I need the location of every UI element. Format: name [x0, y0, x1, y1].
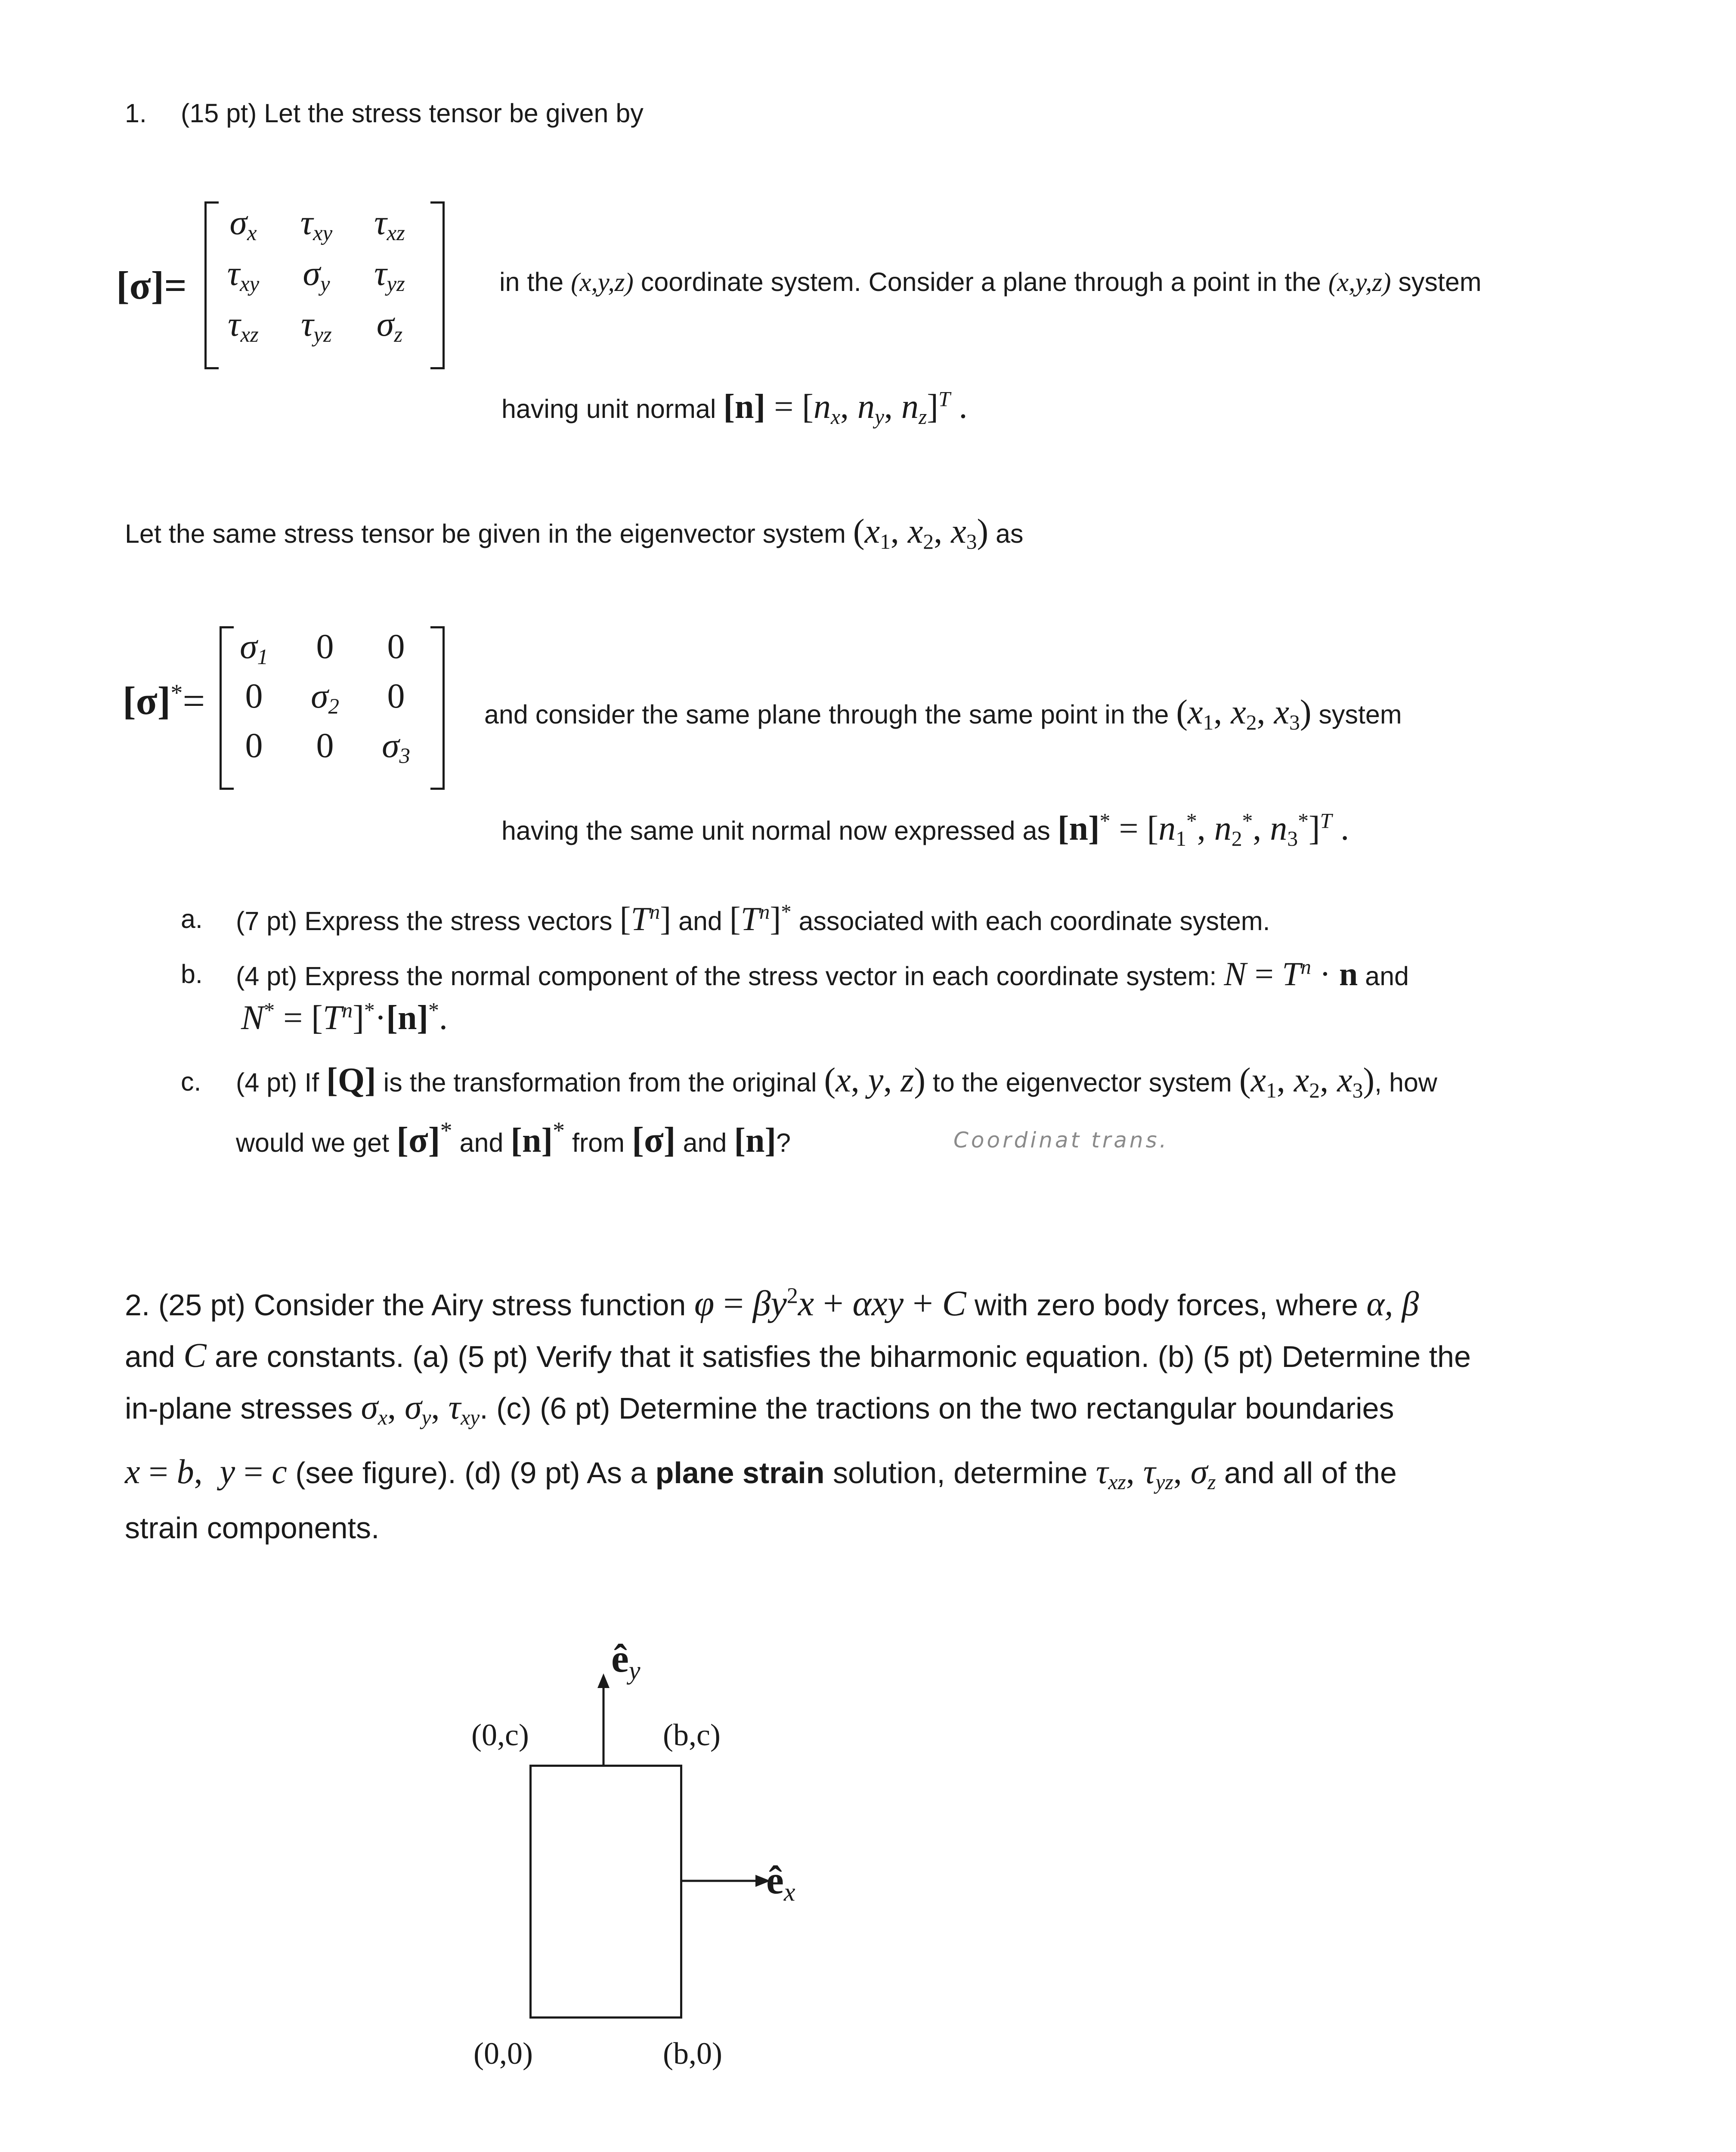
q2-line3: in-plane stresses $\sigma_x$, $\sigma_y$, $\tau_{xy}$. (c) (6 pt) Determine the tractions on the two rectangular boundaries [125, 1388, 1394, 1429]
y-arrow [581, 1666, 633, 1769]
q2-line1-b: with zero body forces, where [966, 1288, 1367, 1322]
matrix2-cell-2-0: 0 [245, 726, 263, 765]
label-bc: (b,c) [663, 1718, 721, 1752]
part-c-text-f: and [452, 1128, 511, 1157]
ey-sub: y [628, 1656, 641, 1685]
let-same-text: Let the same stress tensor be given in the eigenvector system [125, 519, 853, 548]
ex-sub: x [783, 1877, 795, 1906]
n-star-eq: [n] [1057, 810, 1100, 847]
part-a-label: a. [181, 904, 203, 934]
coord-xyz-1: (x,y,z) [571, 268, 634, 297]
matrix2-cell-1-1: $\sigma_2$ [311, 676, 339, 719]
part-c-text-e: would we get [236, 1128, 396, 1157]
coord-text-c: system [1391, 267, 1482, 297]
ey-unit-vector [611, 1636, 641, 1685]
q2-line4: x = b, y = c (see figure). (d) (9 pt) As a plane strain solution, determine $\tau_{xz}$, $\tau_{yz}$, $\sigma_z$ and all of the [125, 1453, 1397, 1494]
part-b-text-a: (4 pt) Express the normal component of the stress vector in each coordinate system: [236, 962, 1224, 991]
part-c-text-h: and [675, 1128, 734, 1157]
part-c-text-i: ? [776, 1128, 791, 1157]
q2-line2-text: are constants. (a) (5 pt) Verify that it satisfies the biharmonic equation. (b) (5 pt) Determine the [206, 1340, 1471, 1373]
consider-same-line [484, 693, 1402, 732]
sigma-star-bracket: [σ] [123, 679, 171, 723]
part-c-text-a: (4 pt) If [236, 1068, 327, 1097]
as-text: as [988, 519, 1024, 548]
q2-line4-a: (see figure). (d) (9 pt) As a [287, 1456, 656, 1490]
q2-plane-strain: plane strain [655, 1456, 825, 1490]
part-a-text-b: and [671, 906, 730, 936]
rectangle-domain [529, 1765, 682, 2019]
q2-line2-and: and [125, 1340, 184, 1373]
matrix2-cell-2-2: $\sigma_3$ [382, 726, 410, 768]
q2-line5: strain components. [125, 1511, 380, 1545]
unit-normal-text: having unit normal [501, 394, 724, 424]
matrix2-cell-2-1: 0 [316, 726, 334, 765]
part-c-text-b: is the transformation from the original [376, 1068, 824, 1097]
same-normal-line: having the same unit normal now expressed as $[n]^* = [n_1^*$, $n_2^*$, $n_3^*]^T$ . [501, 809, 1349, 850]
n-bracket: [n] [723, 388, 766, 426]
coord-system-line [499, 267, 1482, 298]
part-c-line1: (4 pt) If [Q] is the transformation from the original (x, y, z) to the eigenvector system ($x_1$, $x_2$, $x_3$), how [236, 1061, 1437, 1102]
matrix1-cell-0-0: $\sigma_x$ [229, 203, 257, 245]
consider-same-text: and consider the same plane through the same point in the [484, 700, 1176, 729]
q2-line3-a: in-plane stresses [125, 1391, 361, 1425]
part-c-line2: would we get [σ]* and [n]* from [σ] and [n]? [236, 1117, 791, 1160]
same-normal-text: having the same unit normal now expressed as [501, 816, 1058, 845]
unit-normal-line [501, 387, 968, 427]
ey-hat: ê [611, 1636, 629, 1680]
matrix2-cell-1-0: 0 [245, 676, 263, 715]
coord-text-b: coordinate system. Consider a plane through a point in the [633, 267, 1328, 297]
system-word: system [1311, 700, 1402, 729]
part-c-label: c. [181, 1067, 201, 1096]
part-c-text-d: , how [1374, 1068, 1437, 1097]
eig-system-1: ($x_1$, $x_2$, $x_3$) [853, 513, 989, 553]
matrix1-cell-1-0: $\tau_{xy}$ [227, 254, 260, 296]
q1-number: 1. [125, 99, 147, 128]
part-b-label: b. [181, 959, 203, 989]
coord-text-a: in the [499, 267, 571, 297]
q2-line1: 2. (25 pt) Consider the Airy stress function $\varphi = \beta y^2x + \alpha xy + C$ with zero body forces, where α, β [125, 1283, 1419, 1323]
part-b-text-b: and [1358, 962, 1409, 991]
matrix1-right-bracket [430, 201, 445, 369]
part-c-text-g: from [565, 1128, 632, 1157]
handwritten-note: Coordinat trans. [953, 1128, 1169, 1153]
eig-system-2: ($x_1$, $x_2$, $x_3$) [1176, 693, 1312, 734]
q2-line3-b: . (c) (6 pt) Determine the tractions on the two rectangular boundaries [480, 1391, 1394, 1425]
part-a-text-c: associated with each coordinate system. [791, 906, 1270, 936]
sigma-bracket: [σ]= [116, 263, 187, 307]
matrix1-cell-2-1: $\tau_{yz}$ [301, 304, 332, 347]
matrix2-cell-0-0: $\sigma_1$ [240, 627, 268, 669]
matrix1-cell-0-1: $\tau_{xy}$ [300, 203, 333, 245]
matrix2-cell-0-1: 0 [316, 627, 334, 666]
matrix2-cell-0-2: 0 [387, 627, 405, 666]
let-same-line [125, 512, 1024, 551]
matrix1-cell-2-2: $\sigma_z$ [376, 304, 403, 347]
coord-xyz-2: (x,y,z) [1328, 268, 1391, 297]
label-0c: (0,c) [471, 1718, 529, 1752]
label-00: (0,0) [473, 2036, 533, 2071]
matrix1-lhs [116, 263, 187, 308]
label-b0: (b,0) [663, 2036, 722, 2071]
q2-line4-c: and all of the [1216, 1456, 1397, 1490]
matrix2-cell-1-2: 0 [387, 676, 405, 715]
q2-line2: and C are constants. (a) (5 pt) Verify that it satisfies the biharmonic equation. (b) (5 pt) Determine the [125, 1337, 1471, 1375]
ex-hat: ê [766, 1858, 784, 1902]
part-a-text-a: (7 pt) Express the stress vectors [236, 906, 620, 936]
x-arrow [682, 1864, 777, 1898]
q2-line1-a: 2. (25 pt) Consider the Airy stress function [125, 1288, 694, 1322]
q2-line4-b: solution, determine [824, 1456, 1096, 1490]
part-c-text-c: to the eigenvector system [925, 1068, 1239, 1097]
matrix1-cell-1-1: $\sigma_y$ [303, 254, 330, 296]
ex-unit-vector [766, 1857, 795, 1906]
matrix1-cell-2-0: $\tau_{xz}$ [228, 304, 259, 347]
q1-intro: (15 pt) Let the stress tensor be given by [181, 99, 644, 128]
matrix1-cell-1-2: $\tau_{yz}$ [374, 254, 405, 296]
matrix2-lhs: [σ]*= [123, 679, 205, 723]
matrix1-cell-0-2: $\tau_{xz}$ [374, 203, 405, 245]
part-a-text: (7 pt) Express the stress vectors $[T^n]$ and $[T^n]^*$ associated with each coordinate system. [236, 900, 1270, 937]
unit-normal-eq: = [$n_x$, $n_y$, $n_z]^T$ . [765, 387, 968, 429]
part-b-text: (4 pt) Express the normal component of the stress vector in each coordinate system: $N = T^n \cdot n$ and [236, 955, 1409, 993]
part-b-eq2: $N^* = [T^n]^*\cdot[n]^*$. [241, 998, 448, 1037]
